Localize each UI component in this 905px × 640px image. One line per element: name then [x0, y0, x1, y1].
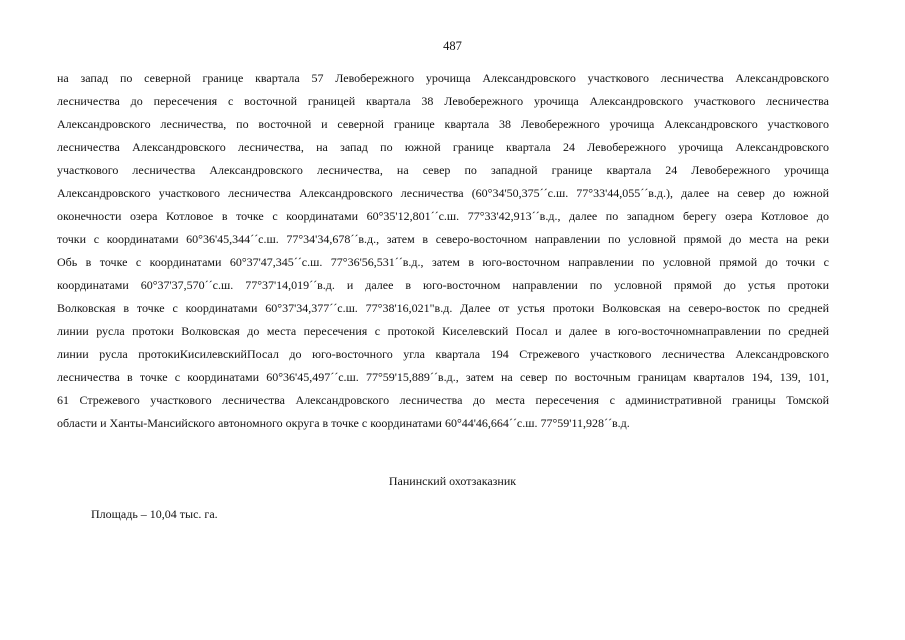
section-title: Панинский охотзаказник [388, 474, 517, 488]
paragraph-line: Волковская в точке с координатами 60°37'34,377´´с.ш. 77°38'16,021"в.д. Далее от устья протоки Волковская на северо-восток по средней [57, 301, 829, 315]
paragraph-line: координатами 60°37'37,570´´с.ш. 77°37'14,019´´в.д. и далее в юго-восточном направлении по условной прямой до устья протоки [57, 278, 829, 292]
paragraph-line: Александровского участкового лесничества Александровского лесничества (60°34'50,375´´с.ш. 77°33'44,055´´в.д.), далее на север до южной [57, 186, 829, 200]
paragraph-line: точки с координатами 60°36'45,344´´с.ш. 77°34'34,678´´в.д., затем в северо-восточном направлении по условной прямой до места на реки [57, 232, 829, 246]
paragraph-line: Обь в точке с координатами 60°37'47,345´´с.ш. 77°36'56,531´´в.д., затем в юго-восточном направлении по условной прямой до точки с [57, 255, 829, 269]
page-number: 487 [443, 39, 462, 53]
paragraph-line: Александровского лесничества, по восточной и северной границе квартала 38 Левобережного урочища Александровского участкового [57, 117, 829, 131]
area-value: Площадь – 10,04 тыс. га. [91, 507, 218, 521]
paragraph-line: оконечности озера Котловое в точке с координатами 60°35'12,801´´с.ш. 77°33'42,913´´в.д., далее по западном берегу озера Котловое до [57, 209, 829, 223]
paragraph-line: лесничества в точке с координатами 60°36'45,497´´с.ш. 77°59'15,889´´в.д., затем на север по восточным границам кварталов 194, 139, 101, [57, 370, 829, 384]
boundary-description-paragraph [57, 67, 829, 435]
paragraph-line: 61 Стрежевого участкового лесничества Александровского лесничества до места пересечения с административной границы Томской [57, 393, 829, 407]
paragraph-line: на запад по северной границе квартала 57 Левобережного урочища Александровского участкового лесничества Александровского [57, 71, 829, 85]
paragraph-line: лесничества Александровского лесничества, на запад по южной границе квартала 24 Левобережного урочища Александровского [57, 140, 829, 154]
paragraph-line: участкового лесничества Александровского лесничества, на север по западной границе квартала 24 Левобережного урочища [57, 163, 829, 177]
paragraph-line: области и Ханты-Мансийского автономного округа в точке с координатами 60°44'46,664´´с.ш. 77°59'11,928´´в.д. [57, 416, 630, 430]
paragraph-line: линии русла протокиКисилевскийПосал до юго-восточного угла квартала 194 Стрежевого участкового лесничества Александровского [57, 347, 829, 361]
paragraph-line: линии русла протоки Волковская до места пересечения с протокой Киселевский Посал и далее в юго-восточномнаправлении по средней [57, 324, 829, 338]
paragraph-line: лесничества до пересечения с восточной границей квартала 38 Левобережного урочища Александровского участкового лесничества [57, 94, 829, 108]
